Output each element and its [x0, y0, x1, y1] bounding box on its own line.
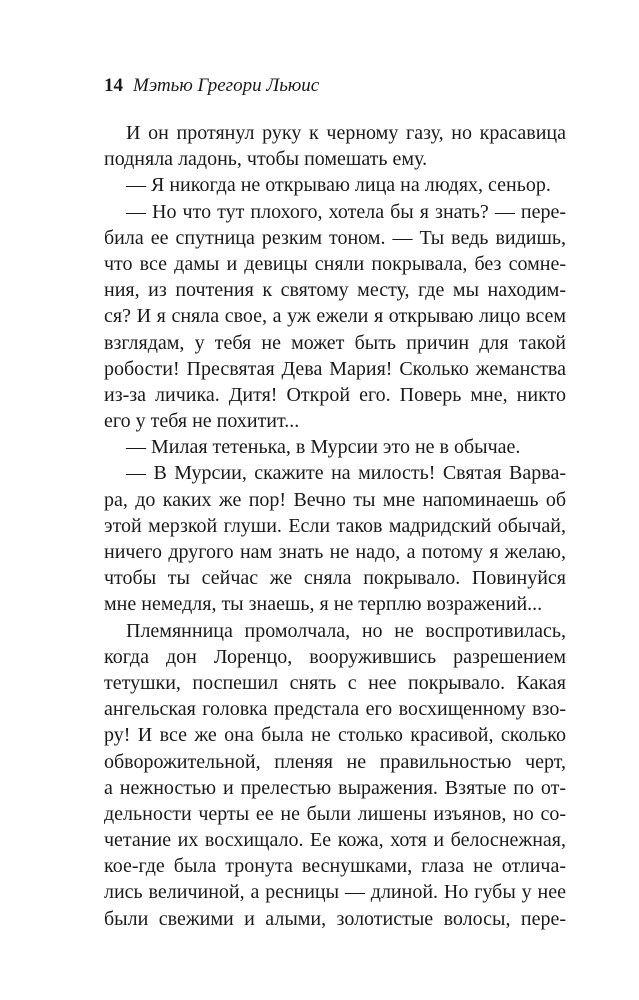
text-line: кое-где была тронута веснушками, глаза не отлича- [104, 855, 566, 878]
text-line: — Но что тут плохого, хотела бы я знать? — пере- [126, 200, 566, 223]
text-line: била ее спутница резким тоном. — Ты ведь видишь, [104, 226, 566, 249]
text-line: были свежими и алыми, золотистые волосы, пере- [104, 907, 566, 930]
text-line: чтобы ты сейчас же сняла покрывало. Повинуйся [104, 567, 566, 590]
text-line: из-за личика. Дитя! Открой его. Поверь мне, никто [104, 383, 566, 406]
text-line: ангельская головка предстала его восхищенному взо- [104, 698, 566, 721]
running-head [104, 74, 319, 98]
text-line: тетушки, поспешил снять с нее покрывало. Какая [104, 671, 566, 694]
text-line: его у тебя не похитит... [104, 410, 300, 433]
text-line: мне немедля, ты знаешь, я не терплю возражений... [104, 593, 543, 616]
text-line: что все дамы и девицы сняли покрывала, без сомне- [104, 252, 566, 275]
text-line: Племянница промолчала, но не воспротивилась, [126, 619, 566, 642]
text-line: обворожительной, пленяя не правильностью черт, [104, 750, 566, 773]
text-line: этой мерзкой глуши. Если таков мадридский обычай, [104, 514, 566, 537]
text-line: робости! Пресвятая Дева Мария! Сколько жеманства [104, 357, 566, 380]
text-line: дельности черты ее не были лишены изъянов, но со- [104, 802, 566, 825]
text-line: — В Мурсии, скажите на милость! Святая Варва- [126, 462, 566, 485]
text-line: ничего другого нам знать не надо, а потому я желаю, [104, 541, 566, 563]
text-line: ру! И все же она была не столько красивой, сколько [104, 724, 566, 747]
text-line: а нежностью и прелестью выражения. Взятые по от- [104, 776, 566, 799]
body-text [104, 120, 566, 932]
text-line: — Милая тетенька, в Мурсии это не в обычае. [126, 436, 521, 459]
text-line: когда дон Лоренцо, вооружившись разрешением [104, 645, 566, 668]
text-line: ра, до каких же пор! Вечно ты мне напоминаешь об [104, 488, 566, 511]
text-line: ния, из почтения к святому месту, где мы находим- [104, 279, 566, 302]
text-line: четание их восхищало. Ее кожа, хотя и белоснежная, [104, 829, 566, 852]
running-title: Мэтью Грегори Льюис [133, 75, 320, 96]
text-line: подняла ладонь, чтобы помешать ему. [104, 148, 428, 171]
text-line: взглядам, у тебя не может быть причин для такой [104, 331, 566, 354]
text-line: ся? И я сняла свое, а уж ежели я открываю лицо всем [104, 305, 566, 328]
page-number: 14 [104, 75, 123, 96]
text-line: лись величиной, а ресницы — длиной. Но губы у нее [104, 881, 566, 904]
text-line: — Я никогда не открываю лица на людях, сеньор. [126, 174, 551, 197]
text-line: И он протянул руку к черному газу, но красавица [126, 122, 566, 144]
